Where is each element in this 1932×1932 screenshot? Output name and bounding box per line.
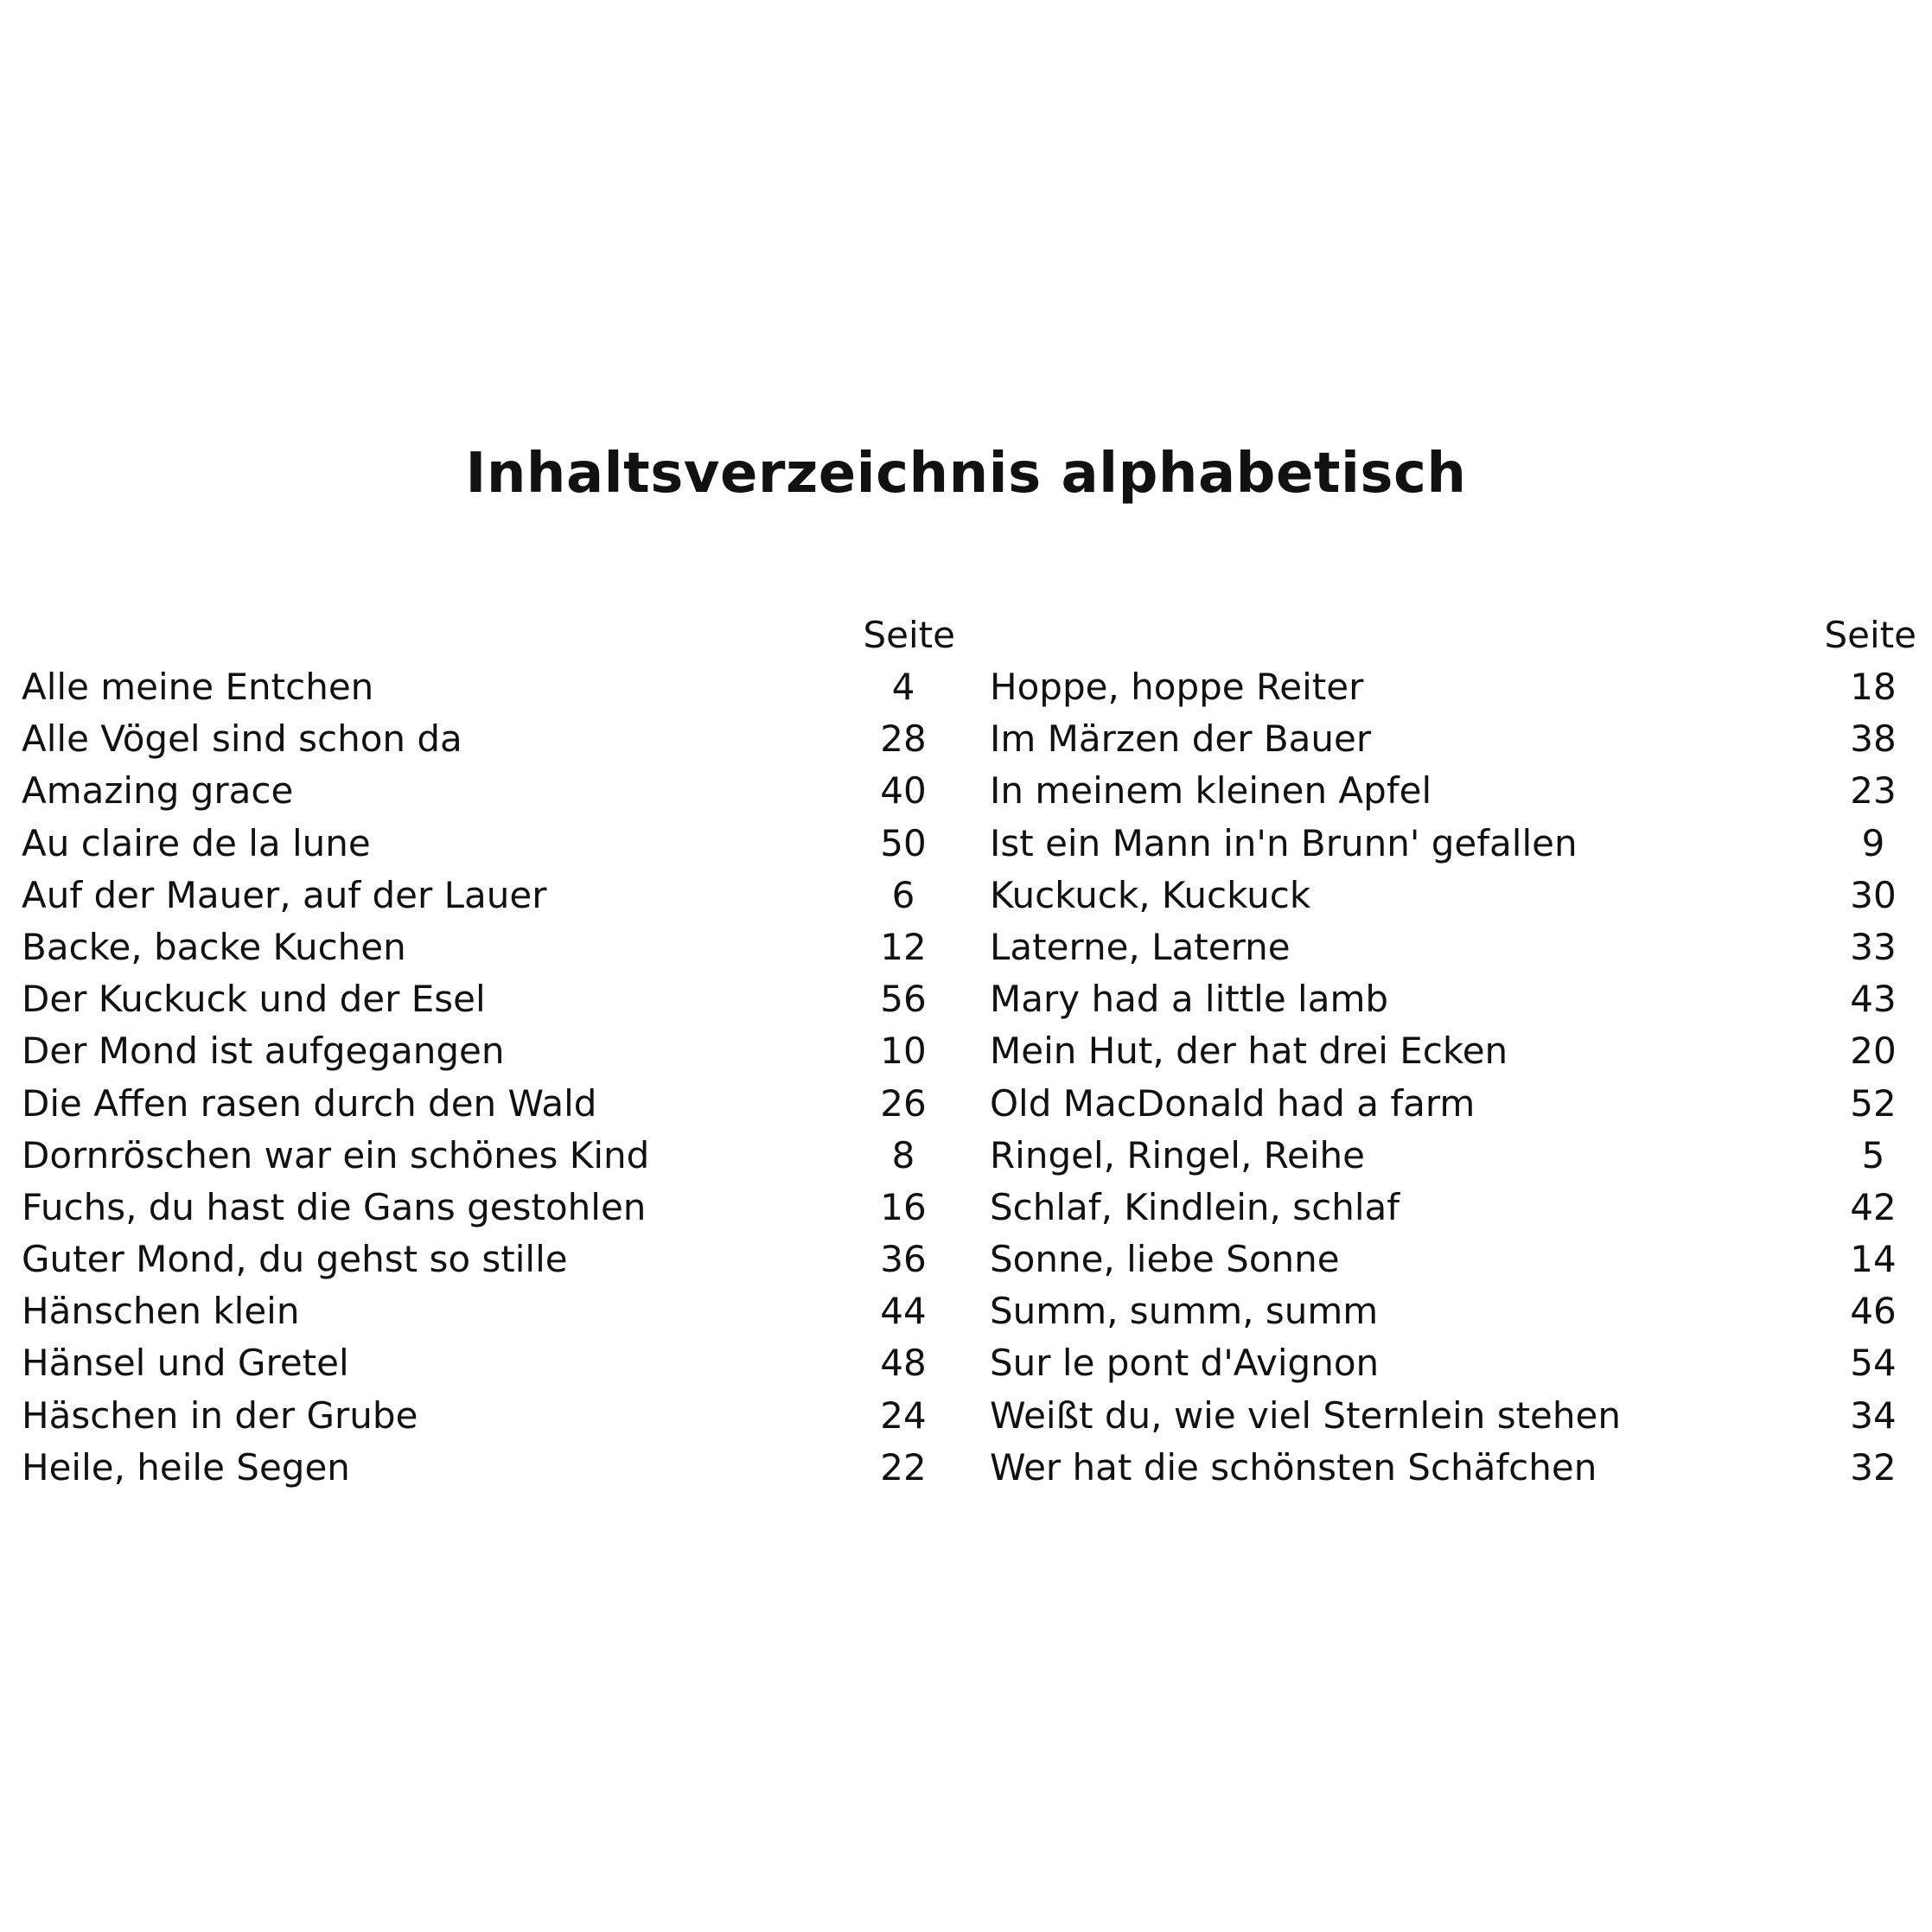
toc-entry-title: Auf der Mauer, auf der Lauer	[22, 873, 547, 916]
toc-entry	[22, 1285, 955, 1337]
toc-entry	[22, 1078, 955, 1130]
toc-entry-title: Schlaf, Kindlein, schlaf	[990, 1185, 1400, 1228]
toc-entry	[990, 1234, 1915, 1285]
toc-entry-title: Der Kuckuck und der Esel	[22, 978, 486, 1021]
toc-entry	[990, 713, 1915, 765]
toc-entry	[990, 973, 1915, 1025]
toc-entry-page: 43	[1850, 978, 1897, 1021]
toc-entry-title: Die Affen rasen durch den Wald	[22, 1081, 597, 1125]
page-column-label-left: Seite	[863, 614, 955, 656]
toc-entry-page: 8	[891, 1133, 915, 1176]
toc-entry	[990, 1442, 1915, 1494]
toc-entry-page: 24	[880, 1393, 927, 1437]
toc-entry-title: Alle Vögel sind schon da	[22, 717, 462, 761]
toc-entry	[990, 818, 1915, 870]
toc-entry	[22, 973, 955, 1025]
toc-entry-title: Heile, heile Segen	[22, 1445, 350, 1489]
toc-entry-page: 52	[1850, 1081, 1897, 1125]
toc-entry	[22, 1025, 955, 1077]
toc-header-right	[990, 609, 1915, 661]
toc-entry-page: 4	[891, 666, 915, 708]
toc-entry	[22, 1130, 955, 1182]
toc-entry-title: Dornröschen war ein schönes Kind	[22, 1133, 650, 1176]
toc-entry	[990, 1078, 1915, 1130]
toc-entry	[990, 921, 1915, 973]
toc-entry-title: Hänschen klein	[22, 1290, 300, 1333]
toc-entry-page: 44	[880, 1290, 927, 1333]
toc-entry-page: 12	[880, 925, 927, 968]
toc-entry-page: 34	[1850, 1393, 1897, 1437]
toc-entry-title: Amazing grace	[22, 769, 294, 813]
toc-entry-title: Hänsel und Gretel	[22, 1342, 349, 1385]
toc-entry-title: Im Märzen der Bauer	[990, 717, 1372, 761]
toc-entry-title: Der Mond ist aufgegangen	[22, 1030, 505, 1073]
toc-entry-title: Au claire de la lune	[22, 821, 371, 864]
toc-entry-title: Old MacDonald had a farm	[990, 1081, 1476, 1125]
toc-column-right	[990, 609, 1915, 1494]
toc-entry-page: 22	[880, 1445, 927, 1489]
toc-entry-page: 18	[1850, 666, 1897, 708]
toc-entry-page: 54	[1850, 1342, 1897, 1385]
toc-entry-page: 50	[880, 821, 927, 864]
toc-entry-title: Wer hat die schönsten Schäfchen	[990, 1445, 1597, 1489]
toc-entry-title: Alle meine Entchen	[22, 666, 374, 708]
toc-entry	[22, 870, 955, 921]
toc-entry-page: 42	[1850, 1185, 1897, 1228]
toc-entry	[22, 1234, 955, 1285]
toc-entry	[990, 870, 1915, 921]
toc-entry	[22, 1442, 955, 1494]
toc-entry-page: 20	[1850, 1030, 1897, 1073]
toc-entry-page: 46	[1850, 1290, 1897, 1333]
page-title: Inhaltsverzeichnis alphabetisch	[465, 442, 1467, 506]
toc-entry-page: 9	[1861, 821, 1885, 864]
toc-entry-page: 16	[880, 1185, 927, 1228]
toc-entry-page: 5	[1861, 1133, 1885, 1176]
toc-entry-page: 26	[880, 1081, 927, 1125]
toc-entry-title: Weißt du, wie viel Sternlein stehen	[990, 1393, 1621, 1437]
toc-entry-page: 32	[1850, 1445, 1897, 1489]
toc-entry-page: 56	[880, 978, 927, 1021]
toc-entry-page: 10	[880, 1030, 927, 1073]
toc-entry	[990, 1285, 1915, 1337]
toc-entry-title: Häschen in der Grube	[22, 1393, 418, 1437]
toc-entry-title: Fuchs, du hast die Gans gestohlen	[22, 1185, 647, 1228]
toc-entry-page: 30	[1850, 873, 1897, 916]
page-column-label-right: Seite	[1824, 614, 1916, 656]
toc-entry-title: Sonne, liebe Sonne	[990, 1238, 1340, 1281]
toc-entry	[22, 921, 955, 973]
toc-entry	[22, 1182, 955, 1234]
toc-header-left	[22, 609, 955, 661]
toc-entry-title: Guter Mond, du gehst so stille	[22, 1238, 568, 1281]
toc-entry-page: 40	[880, 769, 927, 813]
toc-entry-title: Summ, summ, summ	[990, 1290, 1379, 1333]
toc-entry	[990, 1182, 1915, 1234]
toc-entry	[22, 818, 955, 870]
toc-entry-page: 6	[891, 873, 915, 916]
toc-entry	[990, 1337, 1915, 1389]
toc-entry	[22, 765, 955, 817]
toc-entry-title: Kuckuck, Kuckuck	[990, 873, 1311, 916]
toc-entry	[990, 1390, 1915, 1442]
toc-entry-page: 48	[880, 1342, 927, 1385]
toc-entry-page: 38	[1850, 717, 1897, 761]
toc-column-left	[22, 609, 955, 1494]
toc-entry-page: 33	[1850, 925, 1897, 968]
toc-entry-title: Mein Hut, der hat drei Ecken	[990, 1030, 1508, 1073]
toc-entry	[990, 661, 1915, 713]
toc-entry-title: Backe, backe Kuchen	[22, 925, 406, 968]
toc-entry	[22, 661, 955, 713]
toc-entry-page: 14	[1850, 1238, 1897, 1281]
toc-entry-page: 23	[1850, 769, 1897, 813]
toc-entry-title: Laterne, Laterne	[990, 925, 1291, 968]
toc-entry	[990, 765, 1915, 817]
toc-entry	[22, 1337, 955, 1389]
toc-entry-page: 36	[880, 1238, 927, 1281]
toc-entry-title: In meinem kleinen Apfel	[990, 769, 1432, 813]
toc-entry	[990, 1025, 1915, 1077]
toc-entry	[990, 1130, 1915, 1182]
toc-entry-title: Hoppe, hoppe Reiter	[990, 666, 1364, 708]
toc-entry-title: Ist ein Mann in'n Brunn' gefallen	[990, 821, 1578, 864]
toc-entry	[22, 713, 955, 765]
toc-entry-page: 28	[880, 717, 927, 761]
toc-entry-title: Mary had a little lamb	[990, 978, 1389, 1021]
toc-entry-title: Sur le pont d'Avignon	[990, 1342, 1380, 1385]
toc-entry	[22, 1390, 955, 1442]
toc-entry-title: Ringel, Ringel, Reihe	[990, 1133, 1365, 1176]
